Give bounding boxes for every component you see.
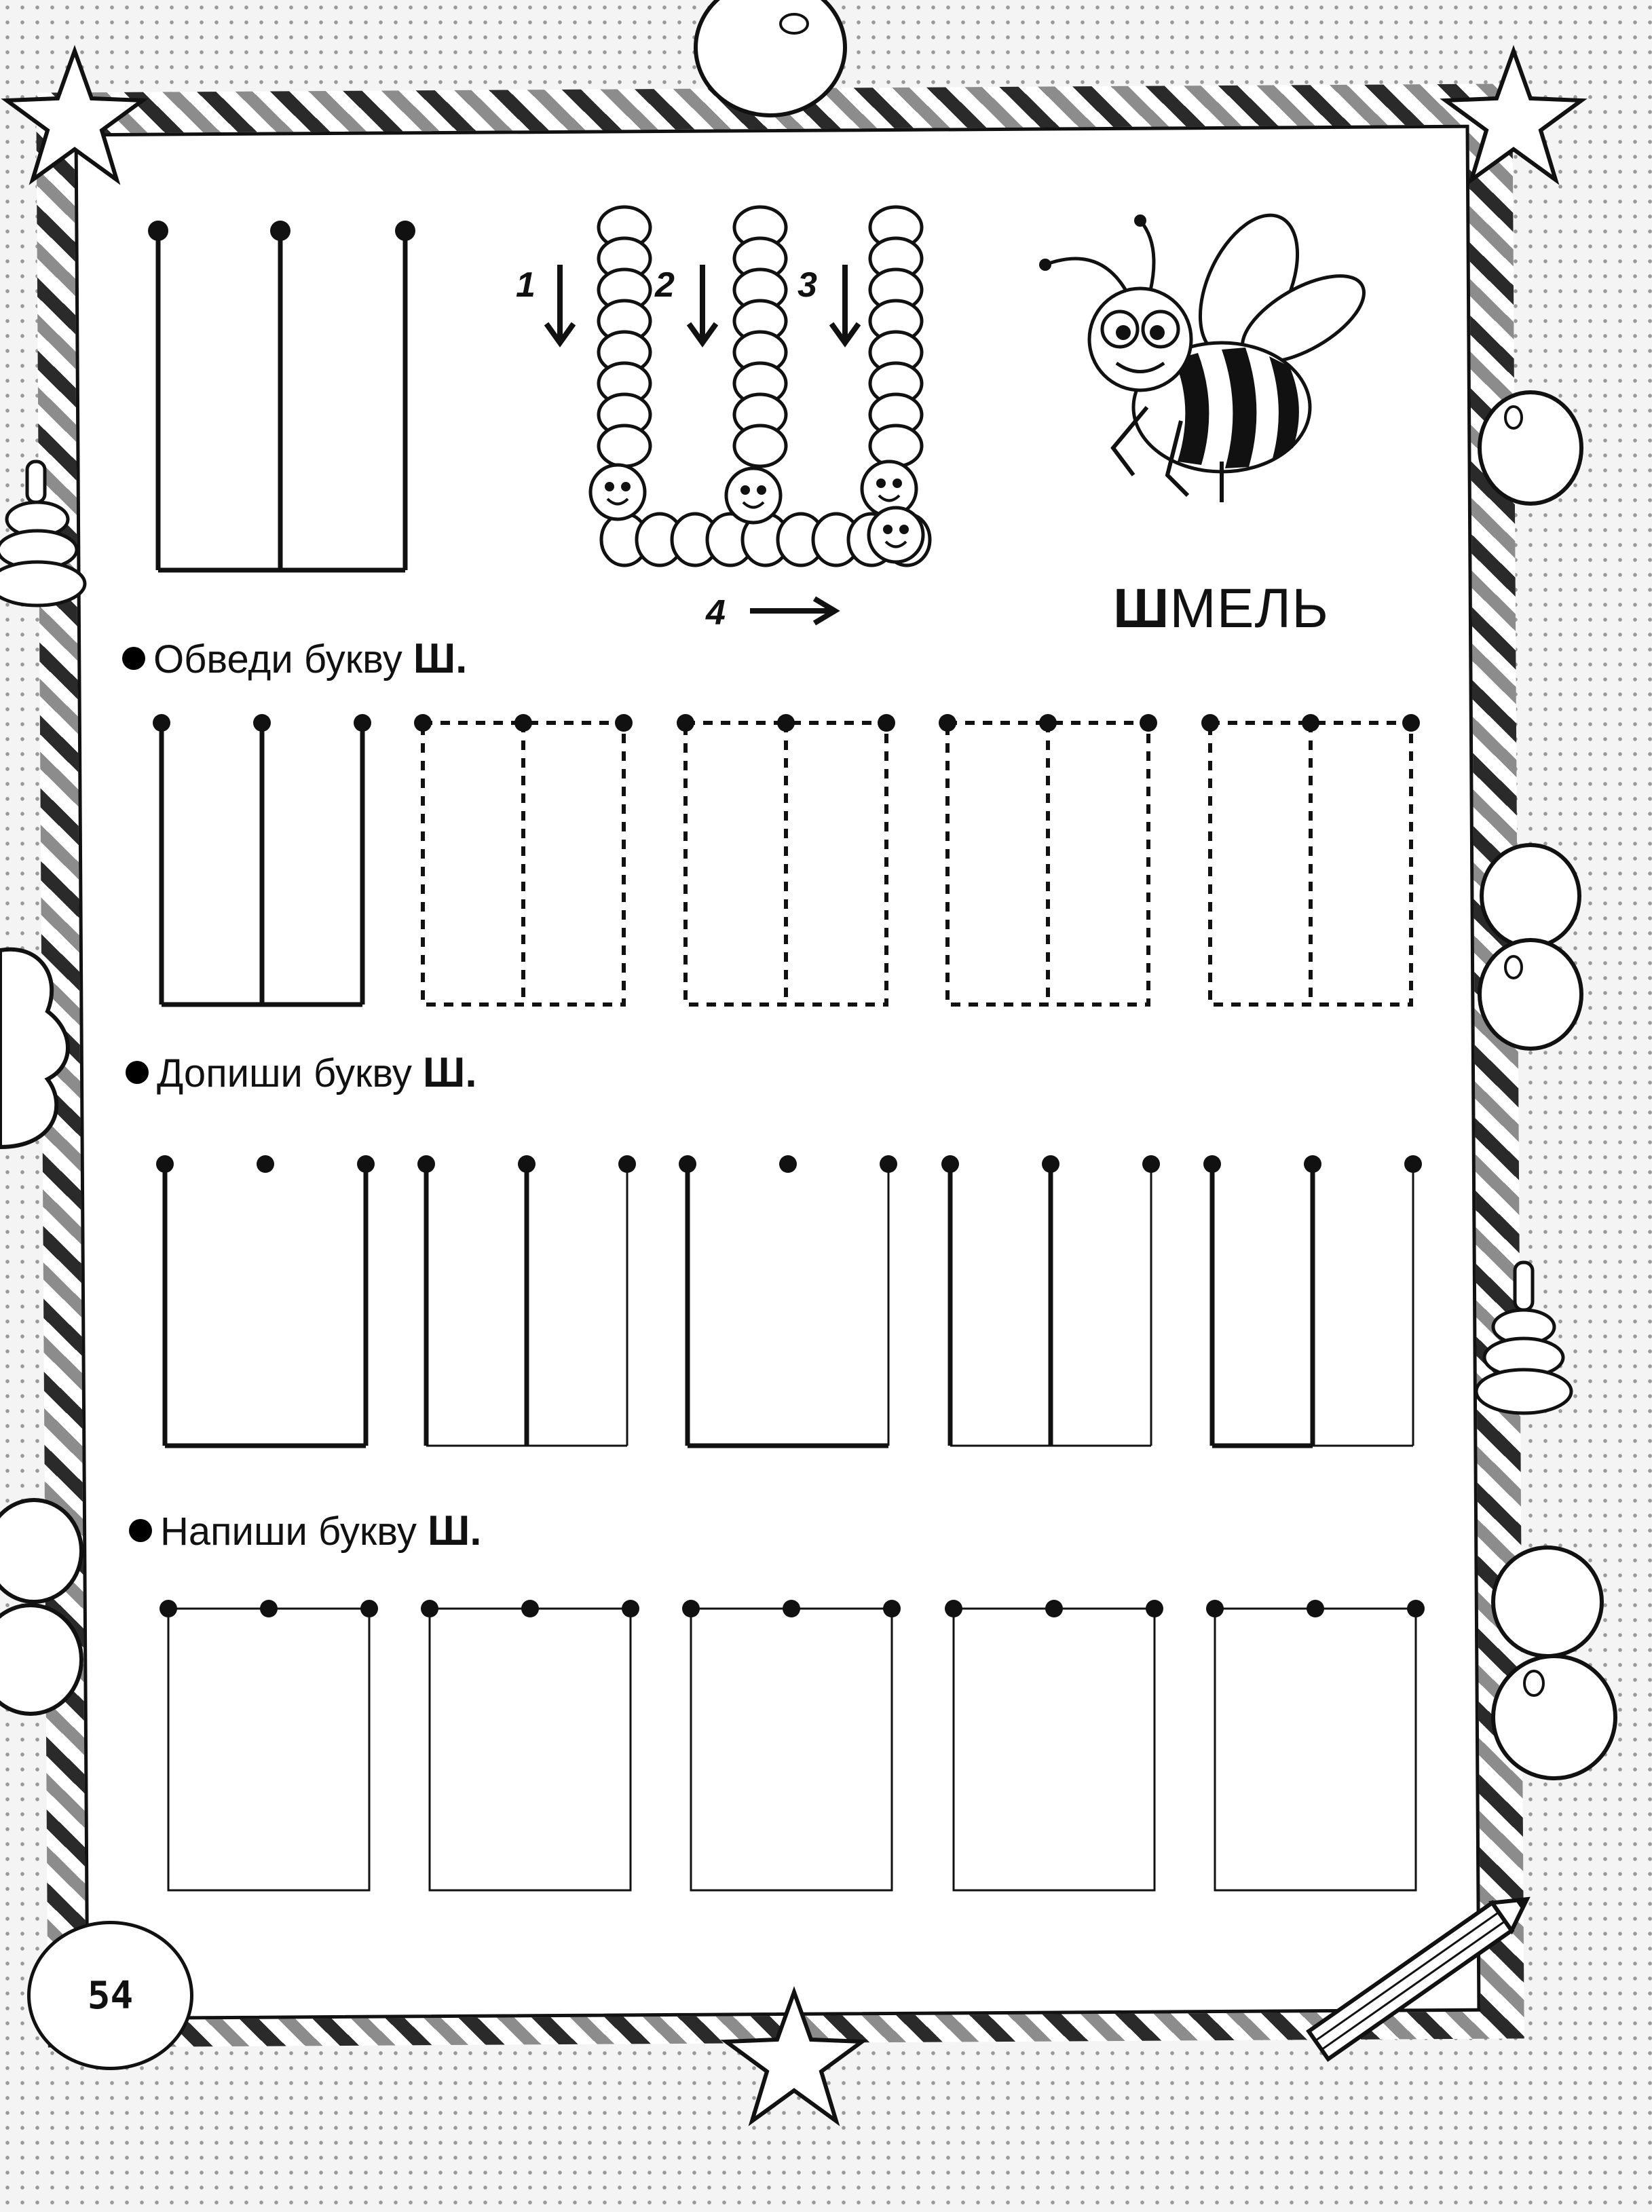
page-number: 54 bbox=[87, 1973, 134, 2018]
down-arrow-icon bbox=[825, 261, 865, 350]
letter-cell-empty[interactable] bbox=[163, 1602, 380, 1894]
instruction-letter: Ш. bbox=[413, 635, 468, 682]
instruction-letter: Ш. bbox=[427, 1507, 482, 1554]
letter-cell-empty[interactable] bbox=[424, 1602, 641, 1894]
letter-cell-dashed[interactable] bbox=[942, 716, 1159, 1008]
bullet-dot bbox=[126, 1061, 149, 1084]
star-icon bbox=[1439, 41, 1588, 190]
step-number: 4 bbox=[706, 593, 726, 633]
word-first-letter: Ш bbox=[1113, 578, 1170, 639]
toy-pyramid-icon bbox=[0, 455, 95, 618]
letter-cell-dashed[interactable] bbox=[680, 716, 897, 1008]
down-arrow-icon bbox=[540, 261, 580, 350]
letter-cell-dashed[interactable] bbox=[1205, 716, 1422, 1008]
page-number-balloon bbox=[27, 1921, 193, 2070]
right-arrow-icon bbox=[747, 591, 842, 631]
letter-cell-partial[interactable] bbox=[159, 1157, 377, 1449]
star-icon bbox=[0, 41, 149, 190]
letter-cell-partial[interactable] bbox=[421, 1157, 638, 1449]
instruction-letter: Ш. bbox=[423, 1049, 477, 1096]
instruction-write bbox=[129, 1507, 482, 1555]
caterpillar-letter-icon bbox=[584, 197, 937, 584]
balloon-icon bbox=[689, 0, 852, 136]
letter-cell-empty[interactable] bbox=[948, 1602, 1165, 1894]
balloon-icon bbox=[1473, 842, 1588, 1059]
letter-cell-partial[interactable] bbox=[1207, 1157, 1424, 1449]
bumblebee-icon bbox=[1018, 204, 1398, 523]
instruction-text: Напиши букву bbox=[160, 1510, 417, 1554]
step-number: 2 bbox=[655, 265, 675, 305]
balloon-icon bbox=[0, 937, 75, 1161]
word-shmel bbox=[1113, 577, 1329, 641]
letter-cell-empty[interactable] bbox=[686, 1602, 903, 1894]
balloon-icon bbox=[1480, 1541, 1629, 1785]
instruction-text: Обведи букву bbox=[153, 637, 402, 681]
letter-sha-model bbox=[146, 217, 417, 584]
balloon-icon bbox=[1473, 387, 1588, 523]
balloon-icon bbox=[0, 1493, 88, 1717]
step-number: 3 bbox=[797, 265, 817, 305]
toy-pyramid-icon bbox=[1473, 1256, 1581, 1425]
step-number: 1 bbox=[516, 265, 536, 305]
letter-cell-partial[interactable] bbox=[682, 1157, 899, 1449]
bullet-dot bbox=[122, 647, 145, 670]
letter-cell-partial[interactable] bbox=[945, 1157, 1162, 1449]
pencil-icon bbox=[1283, 1873, 1554, 2077]
instruction-complete bbox=[126, 1049, 477, 1097]
word-rest: МЕЛЬ bbox=[1169, 578, 1330, 639]
letter-cell-solid bbox=[156, 716, 373, 1008]
star-icon bbox=[719, 1982, 869, 2131]
letter-cell-empty[interactable] bbox=[1209, 1602, 1427, 1894]
instruction-text: Допиши букву bbox=[157, 1051, 412, 1095]
instruction-trace bbox=[122, 635, 467, 683]
letter-cell-dashed[interactable] bbox=[417, 716, 635, 1008]
bullet-dot bbox=[129, 1519, 152, 1542]
down-arrow-icon bbox=[682, 261, 723, 350]
